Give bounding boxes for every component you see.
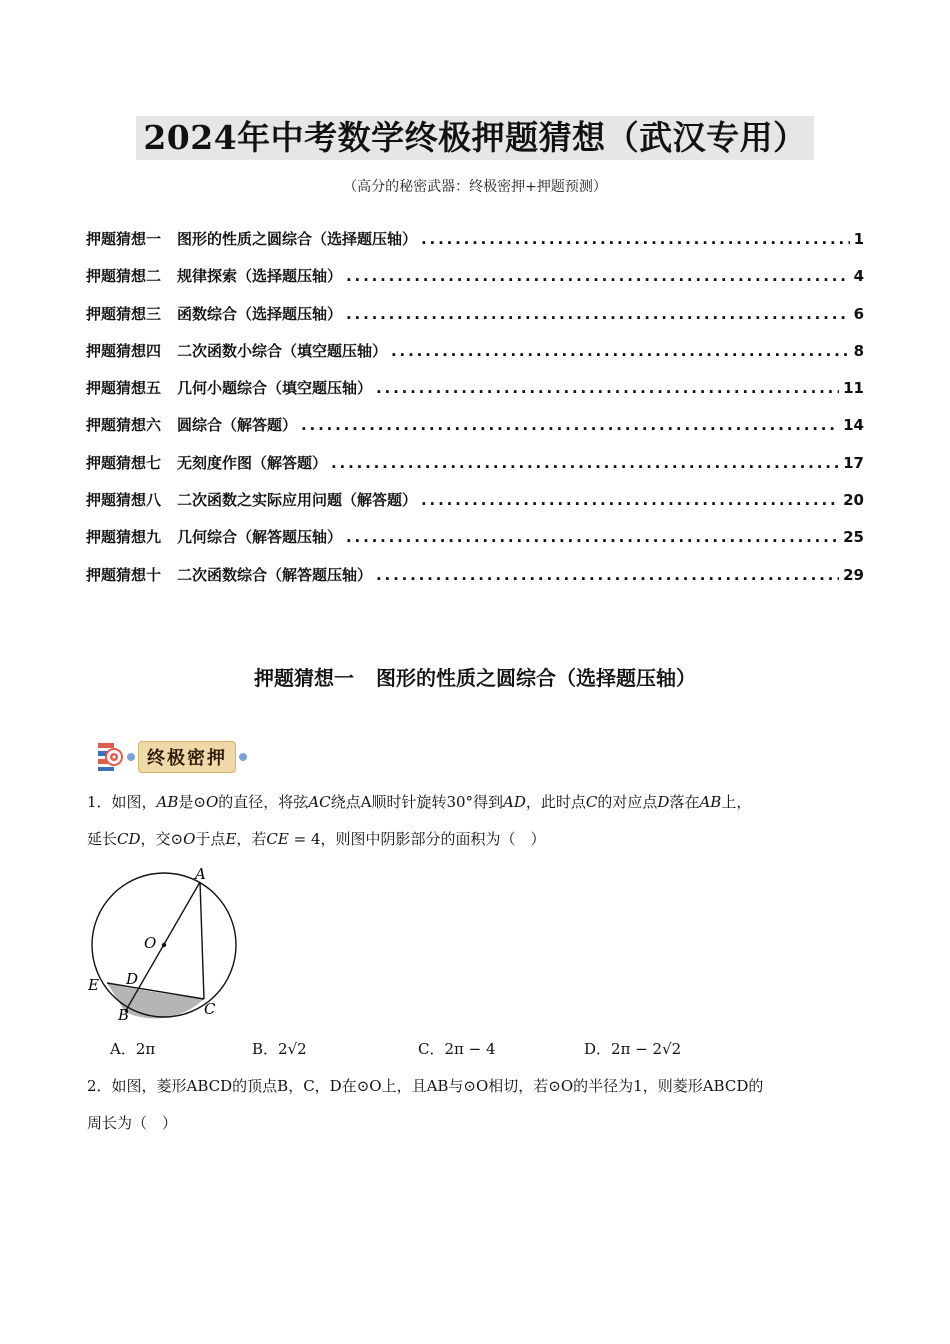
toc-leader [331, 450, 839, 476]
toc-leader [376, 562, 839, 588]
label-o: O [144, 934, 157, 952]
target-icon [96, 741, 124, 773]
toc-leader [346, 263, 850, 289]
label-c: C [204, 1000, 216, 1018]
toc-row[interactable] [86, 375, 864, 412]
question-1-options [110, 1038, 810, 1064]
final-prediction-badge [96, 740, 250, 774]
document-subtitle: （高分的秘密武器：终极密押+押题预测） [343, 179, 607, 195]
toc-label: 押题猜想九 [86, 528, 162, 547]
option-d[interactable]: D．2π − 2√2 [584, 1040, 682, 1058]
toc-leader [346, 301, 850, 327]
chord-ac [200, 882, 204, 999]
toc-title: 几何综合（解答题压轴） [177, 528, 343, 547]
question-1 [87, 784, 867, 858]
badge-dot [127, 753, 135, 761]
toc-label: 押题猜想八 [86, 491, 162, 510]
question-1-line-2: 延长CD，交⊙O于点E，若CE = 4，则图中阴影部分的面积为（ ） [87, 830, 546, 848]
toc-title: 圆综合（解答题） [177, 416, 298, 435]
question-2-line-2: 周长为（ ） [87, 1114, 178, 1132]
toc-title: 二次函数之实际应用问题（解答题） [177, 491, 418, 510]
label-e: E [88, 976, 99, 994]
toc-leader [376, 375, 839, 401]
section-heading [0, 662, 950, 691]
toc-title: 函数综合（选择题压轴） [177, 304, 343, 323]
toc-row[interactable] [86, 524, 864, 561]
toc-leader [421, 487, 839, 513]
toc-label: 押题猜想六 [86, 416, 162, 435]
toc-label: 押题猜想七 [86, 453, 162, 472]
toc-page-number: 6 [853, 304, 864, 323]
toc-title: 图形的性质之圆综合（选择题压轴） [177, 230, 418, 248]
toc-leader [346, 524, 839, 550]
question-2 [87, 1068, 867, 1142]
section-label: 押题猜想一 [254, 666, 354, 690]
badge-label: 终极密押 [138, 741, 236, 773]
toc-page-number: 25 [843, 528, 864, 547]
toc-page-number: 14 [843, 416, 864, 435]
toc-title: 二次函数综合（解答题压轴） [177, 565, 373, 584]
toc-label: 押题猜想十 [86, 565, 162, 584]
section-title: 图形的性质之圆综合（选择题压轴） [376, 666, 696, 690]
toc-row[interactable] [86, 562, 864, 599]
option-a[interactable]: A．2π [110, 1040, 156, 1058]
toc-page-number: 1 [853, 230, 864, 248]
label-a: A [195, 865, 206, 883]
toc-page-number: 20 [843, 491, 864, 510]
toc-leader [421, 226, 850, 252]
toc-title: 几何小题综合（填空题压轴） [177, 379, 373, 398]
toc-leader [301, 412, 839, 438]
toc-row[interactable] [86, 450, 864, 487]
toc-label: 押题猜想一 [86, 230, 162, 248]
toc-label: 押题猜想五 [86, 379, 162, 398]
toc-label: 押题猜想四 [86, 341, 162, 360]
question-2-line-1: 2．如图，菱形ABCD的顶点B，C，D在⊙O上，且AB与⊙O相切，若⊙O的半径为1，则菱形ABCD的 [87, 1077, 764, 1095]
table-of-contents [86, 226, 864, 599]
toc-label: 押题猜想二 [86, 267, 162, 286]
toc-page-number: 17 [843, 453, 864, 472]
toc-page-number: 11 [843, 379, 864, 398]
center-point [162, 943, 166, 947]
badge-dot [239, 753, 247, 761]
circle-figure [82, 862, 252, 1031]
label-b: B [118, 1006, 130, 1024]
toc-row[interactable] [86, 263, 864, 300]
toc-row[interactable] [86, 301, 864, 338]
label-d: D [126, 970, 139, 988]
toc-row[interactable] [86, 338, 864, 375]
toc-row[interactable] [86, 487, 864, 524]
toc-row[interactable] [86, 412, 864, 449]
toc-page-number: 4 [853, 267, 864, 286]
toc-page-number: 8 [853, 341, 864, 360]
toc-label: 押题猜想三 [86, 304, 162, 323]
title-banner [136, 116, 814, 160]
toc-leader [391, 338, 850, 364]
toc-page-number: 29 [843, 565, 864, 584]
toc-title: 二次函数小综合（填空题压轴） [177, 341, 388, 360]
toc-row[interactable] [86, 226, 864, 263]
option-b[interactable]: B．2√2 [252, 1040, 307, 1058]
document-title: 2024年中考数学终极押题猜想（武汉专用） [143, 118, 807, 157]
toc-title: 无刻度作图（解答题） [177, 453, 328, 472]
toc-title: 规律探索（选择题压轴） [177, 267, 343, 286]
question-1-line-1: 1．如图，AB是⊙O的直径，将弦AC绕点A顺时针旋转30°得到AD，此时点C的对应点D落在AB上， [87, 793, 752, 811]
option-c[interactable]: C．2π − 4 [418, 1040, 496, 1058]
